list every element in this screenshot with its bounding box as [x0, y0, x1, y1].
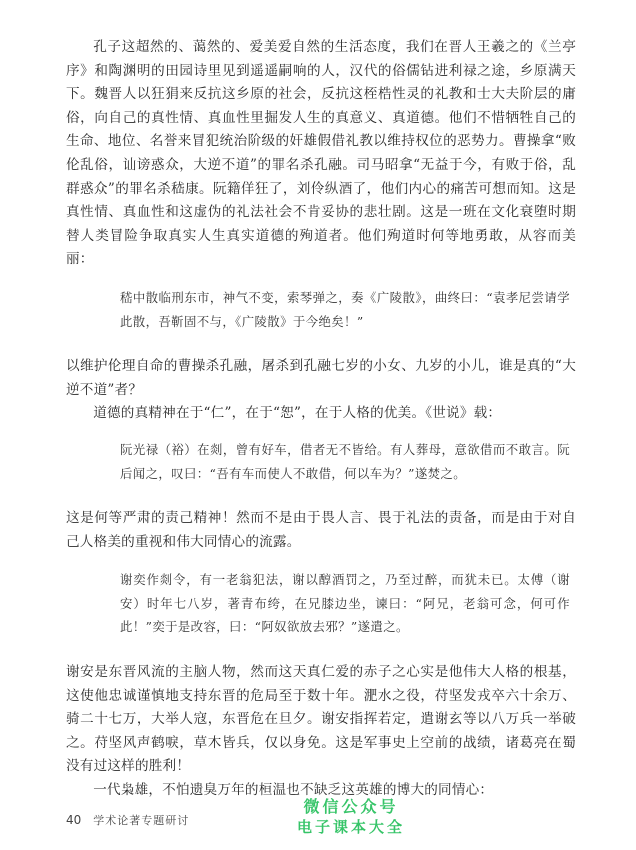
watermark-line-1: 微信公众号: [303, 797, 399, 816]
body-text: [66, 36, 576, 803]
book-title: 学术论著专题研讨: [93, 814, 190, 827]
quote-ruan-yu-carriage: 阮光禄（裕）在剡，曾有好车，借者无不皆给。有人葬母，意欲借而不敢言。阮后闻之，叹曰：“吾有车而使人不敢借，何以车为？”遂焚之。: [120, 441, 570, 481]
quote-ji-kang-execution: 嵇中散临刑东市，神气不变，索琴弹之，奏《广陵散》，曲终曰：“袁孝尼尝请学此散，吾靳固不与，《广陵散》于今绝矣！”: [120, 289, 570, 329]
paragraph-xie-an: 谢安是东晋风流的主脑人物，然而这天真仁爱的赤子之心实是他伟大人格的根基，这使他忠诚谨慎地支持东晋的危局至于数十年。淝水之役，苻坚发戎卒六十余万、骑二十七万，大举人寇，东晋危在旦夕。谢安指挥若定，遣谢玄等以八万兵一举破之。苻坚风声鹤唳，草木皆兵，仅以身免。这是军事史上空前的战绩，诸葛亮在蜀没有过这样的胜利！: [66, 664, 576, 775]
watermark-line-2: 电子课本大全: [296, 818, 405, 836]
paragraph-confucius-attitude: 孔子这超然的、蔼然的、爱美爱自然的生活态度，我们在晋人王羲之的《兰亭序》和陶渊明的田园诗里见到遥遥嗣响的人，汉代的俗儒钻进利禄之途，乡原满天下。魏晋人以狂狷来反抗这乡原的社会，反抗这桎梏性灵的礼教和士大夫阶层的庸俗，向自己的真性情、真血性里掘发人生的真意义、真道德。他们不惜牺牲自己的生命、地位、名誉来冒犯统治阶级的奸雄假借礼教以维持权位的恶势力。曹操拿“败伦乱俗，讪谤惑众，大逆不道”的罪名杀孔融。司马昭拿“无益于今，有败于俗，乱群惑众”的罪名杀嵇康。阮籍佯狂了，刘伶纵酒了，他们内心的痛苦可想而知。这是真性情、真血性和这虚伪的礼法社会不肯妥协的悲壮剧。这是一班在文化衰堕时期替人类冒险争取真实人生真实道德的殉道者。他们殉道时何等地勇敢，从容而美丽：: [66, 39, 576, 268]
paragraph-cao-cao-kong-rong: 以维护伦理自命的曹操杀孔融，屠杀到孔融七岁的小女、九岁的小儿，谁是真的“大逆不道”者？: [66, 358, 576, 398]
paragraph-huan-wen: 一代枭雄，不怕遗臭万年的桓温也不缺乏这英雄的博大的同情心：: [93, 782, 494, 799]
page-footer: [66, 812, 189, 828]
paragraph-self-reproach: 这是何等严肃的责己精神！然而不是由于畏人言、畏于礼法的责备，而是由于对自己人格美的重视和伟大同情心的流露。: [66, 510, 576, 550]
quote-xie-yi-old-man: 谢奕作剡令，有一老翁犯法，谢以醇酒罚之，乃至过醉，而犹未已。太傅（谢安）时年七八岁，著青布绔，在兄膝边坐，谏曰：“阿兄，老翁可念，何可作此！”奕于是改容，曰：“阿奴欲放去邪？”遂遣之。: [120, 572, 570, 635]
watermark: [286, 797, 416, 837]
paragraph-true-spirit-of-morality: 道德的真精神在于“仁”，在于“恕”，在于人格的优美。《世说》载：: [93, 405, 502, 422]
page-number: 40: [66, 813, 82, 827]
